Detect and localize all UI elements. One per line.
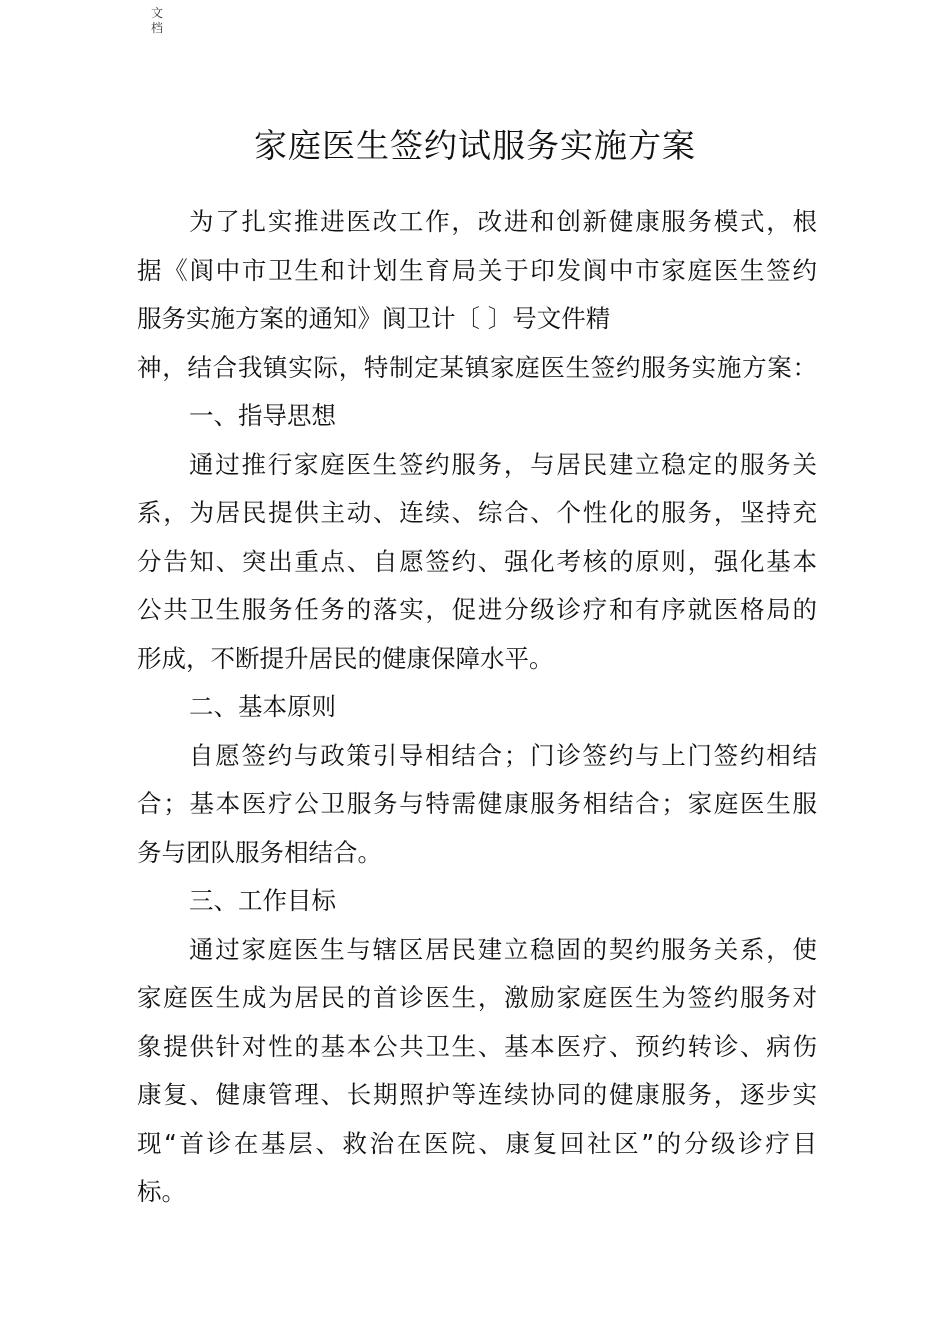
- paragraph-line: 通过家庭医生与辖区居民建立稳固的契约服务关系，使: [189, 934, 817, 964]
- paragraph-line: 家庭医生成为居民的首诊医生，激励家庭医生为签约服务对: [137, 983, 817, 1012]
- paragraph-line: 自愿签约与政策引导相结合；门诊签约与上门签约相结: [189, 740, 817, 770]
- document-body: [137, 198, 817, 1217]
- paragraph-line: 现“首诊在基层、救治在医院、康复回社区”的分级诊疗目: [137, 1128, 817, 1158]
- paragraph-line: 分告知、突出重点、自愿签约、强化考核的原则，强化基本: [137, 546, 817, 576]
- section-heading: 三、工作目标: [189, 886, 336, 915]
- header-mark: 文档: [150, 6, 163, 35]
- paragraph-line: 公共卫生服务任务的落实，促进分级诊疗和有序就医格局的: [137, 595, 817, 624]
- paragraph-line: 象提供针对性的基本公共卫生、基本医疗、预约转诊、病伤: [137, 1031, 817, 1061]
- section-heading: 二、基本原则: [189, 692, 336, 721]
- paragraph-line: 通过推行家庭医生签约服务，与居民建立稳定的服务关: [189, 449, 817, 479]
- section-heading: 一、指导思想: [189, 401, 336, 430]
- paragraph-line: 康复、健康管理、长期照护等连续协同的健康服务，逐步实: [137, 1080, 817, 1109]
- paragraph-line: 服务实施方案的通知》阆卫计〔 〕号文件精: [137, 304, 611, 333]
- paragraph-line: 合；基本医疗公卫服务与特需健康服务相结合；家庭医生服: [137, 789, 817, 818]
- paragraph-line: 形成，不断提升居民的健康保障水平。: [137, 643, 554, 673]
- paragraph-line: 系，为居民提供主动、连续、综合、个性化的服务，坚持充: [137, 498, 817, 527]
- paragraph-line: 务与团队服务相结合。: [137, 837, 382, 867]
- document-title: 家庭医生签约试服务实施方案: [254, 126, 696, 166]
- paragraph-line: 神，结合我镇实际，特制定某镇家庭医生签约服务实施方案：: [137, 352, 817, 382]
- paragraph-line: 据《阆中市卫生和计划生育局关于印发阆中市家庭医生签约: [137, 255, 817, 285]
- paragraph-line: 标。: [137, 1177, 186, 1206]
- paragraph-line: 为了扎实推进医改工作，改进和创新健康服务模式，根: [189, 207, 817, 236]
